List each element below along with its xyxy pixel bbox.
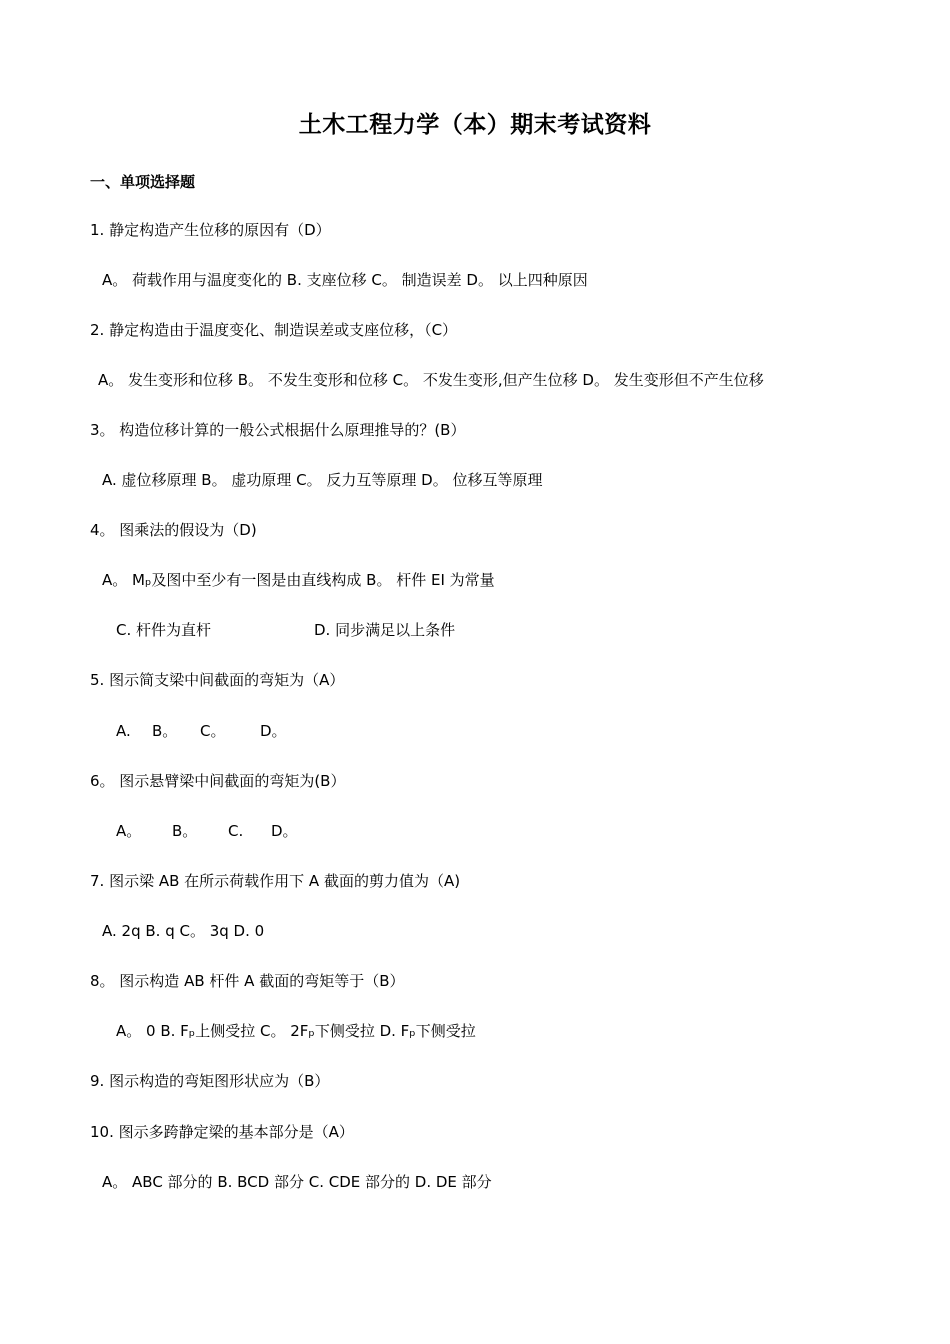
section-heading: 一、单项选择题 — [90, 173, 196, 191]
question-1-stem: 1. 静定构造产生位移的原因有（D） — [90, 221, 331, 239]
option-label: B。 — [172, 822, 198, 840]
question-4-option-c: C. 杆件为直杆 — [116, 621, 212, 639]
question-4-stem: 4。 图乘法的假设为（D) — [90, 521, 257, 539]
question-2-options: A。 发生变形和位移 B。 不发生变形和位移 C。 不发生变形,但产生位移 D。 发生变形但不产生位移 — [98, 371, 764, 389]
question-5-options — [116, 721, 287, 741]
question-6-stem: 6。 图示悬臂梁中间截面的弯矩为(B） — [90, 772, 346, 790]
option-label: A。 — [116, 822, 142, 840]
question-9-stem: 9. 图示构造的弯矩图形状应为（B） — [90, 1072, 330, 1090]
question-8-stem: 8。 图示构造 AB 杆件 A 截面的弯矩等于（B） — [90, 972, 405, 990]
question-3-stem: 3。 构造位移计算的一般公式根据什么原理推导的？(B） — [90, 421, 466, 439]
question-7-stem: 7. 图示梁 AB 在所示荷载作用下 A 截面的剪力值为（A) — [90, 872, 461, 890]
question-4-option-d: D. 同步满足以上条件 — [314, 621, 456, 639]
question-6-options — [116, 821, 298, 841]
question-1-options: A。 荷载作用与温度变化的 B. 支座位移 C。 制造误差 D。 以上四种原因 — [102, 271, 588, 289]
option-label: D。 — [271, 822, 298, 840]
option-label: C. — [228, 822, 244, 840]
option-label: D。 — [260, 722, 287, 740]
question-4-options: A。 Mₚ及图中至少有一图是由直线构成 B。 杆件 EI 为常量 — [102, 571, 495, 589]
question-8-options: A。 0 B. Fₚ上侧受拉 C。 2Fₚ下侧受拉 D. Fₚ下侧受拉 — [116, 1022, 476, 1040]
question-10-stem: 10. 图示多跨静定梁的基本部分是（A） — [90, 1123, 354, 1141]
question-5-stem: 5. 图示简支梁中间截面的弯矩为（A） — [90, 671, 345, 689]
option-label: C。 — [200, 722, 226, 740]
question-7-options: A. 2q B. q C。 3q D. 0 — [102, 922, 265, 940]
option-label: A. — [116, 722, 131, 740]
question-10-options: A。 ABC 部分的 B. BCD 部分 C. CDE 部分的 D. DE 部分 — [102, 1173, 492, 1191]
question-3-options: A. 虚位移原理 B。 虚功原理 C。 反力互等原理 D。 位移互等原理 — [102, 471, 543, 489]
question-2-stem: 2. 静定构造由于温度变化、制造误差或支座位移，（C） — [90, 321, 458, 339]
option-label: B。 — [152, 722, 178, 740]
document-title: 土木工程力学（本）期末考试资料 — [298, 112, 652, 138]
